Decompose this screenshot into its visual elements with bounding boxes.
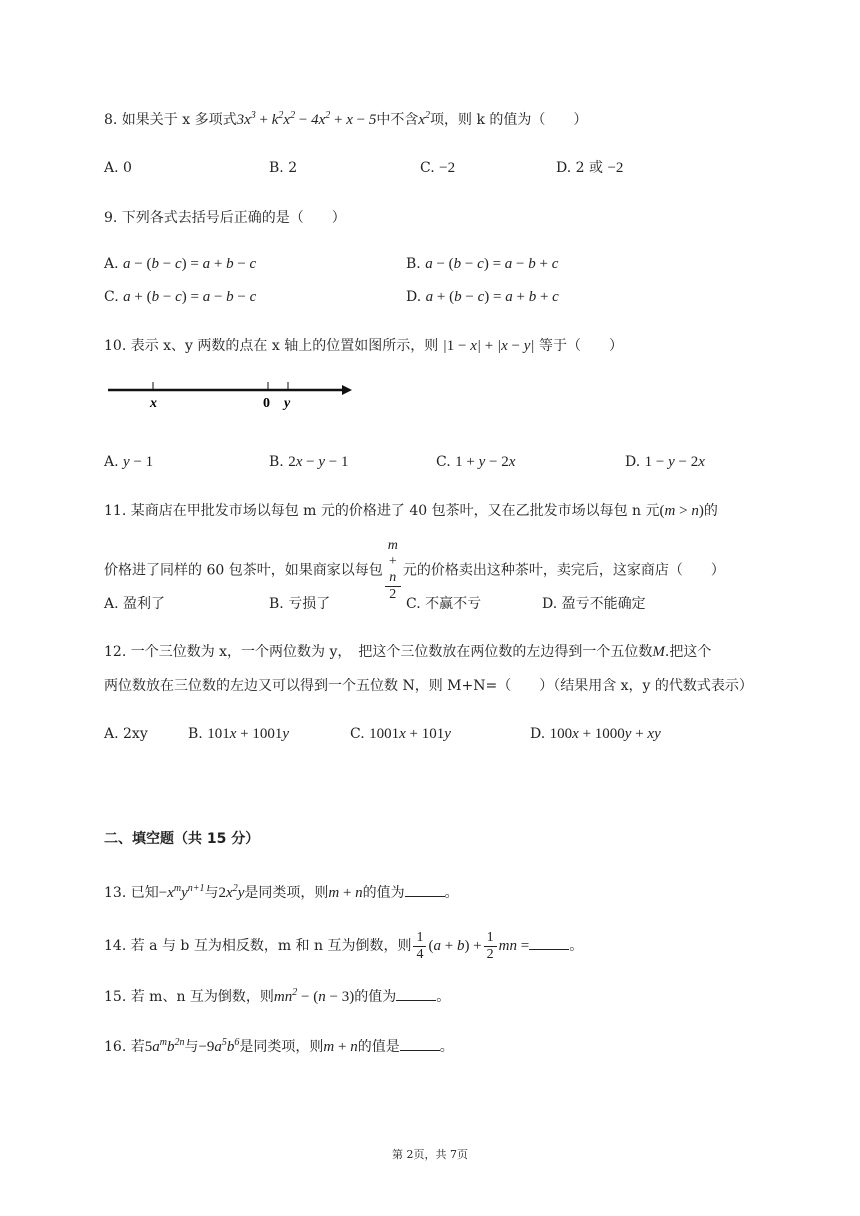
q10-option-c[interactable]: C. 1 + y − 2x [436,454,516,470]
q12-option-b[interactable]: B. 101x + 1001y [188,726,290,742]
question-11-line-2: 价格进了同样的 60 包茶叶，如果商家以每包 m + n 2 元的价格卖出这种茶叶，卖完后，这家商店（ ） [104,538,725,602]
q9-option-b[interactable]: B. a − (b − c) = a − b + c [406,256,559,272]
section-title-fill-in: 二、填空题（共 15 分） [104,831,260,847]
q12-option-a[interactable]: A. 2xy [104,726,148,742]
q8-option-b[interactable]: B. 2 [269,160,298,176]
q9-option-d[interactable]: D. a + (b − c) = a + b + c [406,289,559,305]
number-line-label-0: 0 [263,396,270,411]
q11-option-b[interactable]: B. 亏损了 [269,596,331,612]
q12-option-c[interactable]: C. 1001x + 101y [350,726,451,742]
q11-option-a[interactable]: A. 盈利了 [104,596,166,612]
answer-blank[interactable] [405,882,445,897]
q11-option-d[interactable]: D. 盈亏不能确定 [542,596,646,612]
answer-blank[interactable] [396,986,436,1001]
q9-option-a[interactable]: A. a − (b − c) = a + b − c [104,256,257,272]
answer-blank[interactable] [400,1036,440,1051]
answer-blank[interactable] [529,935,569,950]
q9-option-c[interactable]: C. a + (b − c) = a − b − c [104,289,257,305]
number-line-label-y: y [284,396,291,411]
q8-option-a[interactable]: A. 0 [104,160,132,176]
q10-option-a[interactable]: A. y − 1 [104,454,154,470]
q10-option-d[interactable]: D. 1 − y − 2x [625,454,705,470]
question-11-line-1: 11. 某商店在甲批发市场以每包 m 元的价格进了 40 包茶叶，又在乙批发市场以每包 n 元(m > n)的 [104,503,718,519]
question-8-stem: 8. 如果关于 x 多项式$3x^3 + k^2x^2 - 4x^2 + x - 5$中不含$x^2$项，则 k 的值为（ ） [104,110,588,128]
number-line-label-x: x [150,396,157,411]
q12-option-d[interactable]: D. 100x + 1000y + xy [530,726,661,742]
number-line-diagram [100,376,360,412]
question-10-stem: 10. 表示 x、y 两数的点在 x 轴上的位置如图所示，则 |1 − x| + |x − y| 等于（ ） [104,338,623,354]
question-9-stem: 9. 下列各式去括号后正确的是（ ） [104,210,346,226]
math-polynomial: $3x^3 + k^2x^2 - 4x^2 + x - 5$ [236,110,377,128]
q11-option-c[interactable]: C. 不赢不亏 [406,596,482,612]
page-footer: 第 2页，共 7页 [392,1148,468,1161]
q8-option-c[interactable]: C. −2 [420,160,456,176]
question-13: 13. 已知$-x^my^{n+1}$与$2x^2y$是同类项，则m + n的值为 。 [104,883,459,901]
question-12-line-1: 12. 一个三位数为 x，一个两位数为 y， 把这个三位数放在两位数的左边得到一个五位数M.把这个 [104,644,712,660]
q10-option-b[interactable]: B. 2x − y − 1 [269,454,349,470]
question-12-line-2: 两位数放在三位数的左边又可以得到一个五位数 N，则 M+N=（ ）（结果用含 x，y 的代数式表示） [104,678,753,694]
question-16: 16. 若$5a^mb^{2n}$与$-9a^5b^6$是同类项，则m + n的值是 。 [104,1037,454,1055]
question-15: 15. 若 m、n 互为倒数，则$mn^2 - (n - 3)$的值为 。 [104,987,451,1005]
fraction-m-plus-n-over-2: m + n 2 [385,538,401,603]
question-14: 14. 若 a 与 b 互为相反数，m 和 n 互为倒数，则 $\frac{1}{4}$ (a + b) + $\frac{1}{2}$ mn = 。 [104,929,584,962]
q8-option-d[interactable]: D. 2 或 −2 [556,160,624,176]
